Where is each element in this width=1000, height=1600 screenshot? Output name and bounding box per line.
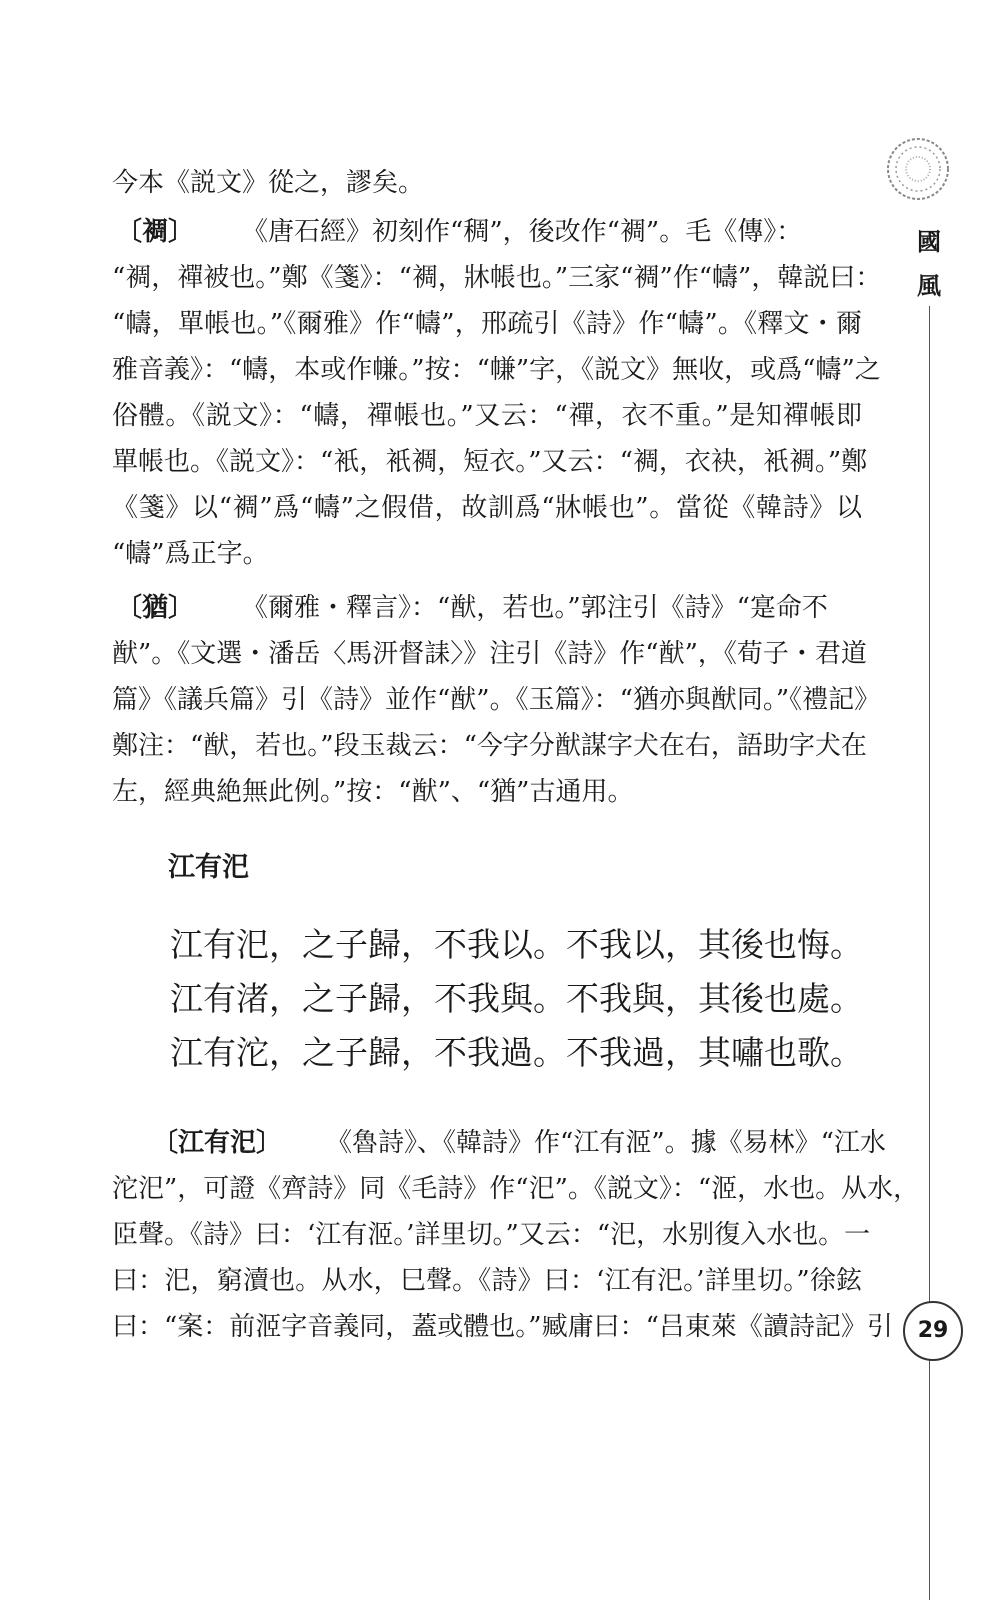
text-line: 《爾雅・釋言》：“猷，若也。”郭注引《詩》“寔命不 <box>242 593 828 623</box>
page-number: 29 <box>903 1301 963 1361</box>
poem-line: 江有渚，之子歸，不我與。不我與，其後也處。 <box>170 979 863 1018</box>
paragraph-continuation <box>112 160 862 206</box>
poem-line: 江有汜，之子歸，不我以。不我以，其後也悔。 <box>170 925 863 964</box>
text-line: 曰：汜，窮瀆也。从水，巳聲。《詩》曰：‘江有汜。’詳里切。”徐鉉 <box>112 1266 862 1296</box>
text-line: 雅音義》：“幬，本或作㡘。”按：“㡘”字，《説文》無收，或爲“幬”之 <box>112 355 881 385</box>
text-line: 《魯詩》、《韓詩》作“江有洍”。據《易林》“江水 <box>326 1128 886 1158</box>
text-line: 單帳也。《説文》：“衹，衹裯，短衣。”又云：“裯，衣袂，衹裯。”鄭 <box>112 447 868 477</box>
entry-you <box>112 585 881 815</box>
poem-text <box>170 918 863 1080</box>
text-line: 篇》《議兵篇》引《詩》並作“猷”。《玉篇》：“猶亦與猷同。”《禮記》 <box>112 685 881 715</box>
poem-line: 江有沱，之子歸，不我過。不我過，其嘯也歌。 <box>170 1033 863 1072</box>
text-line: 曰：“案：前洍字音義同，蓋或體也。”臧庸曰：“吕東萊《讀詩記》引 <box>112 1312 893 1342</box>
text-line: 今本《説文》從之，謬矣。 <box>112 168 425 198</box>
entry-jiang-you-si <box>112 1120 920 1350</box>
text-line: “幬，單帳也。”《爾雅》作“幬”，邢疏引《詩》作“幬”。《釋文・爾 <box>112 309 862 339</box>
text-line: 猷”。《文選・潘岳〈馬汧督誄〉》注引《詩》作“猷”，《荀子・君道 <box>112 639 867 669</box>
text-line: “裯，禪被也。”鄭《箋》：“裯，牀帳也。”三家“裯”作“幬”，韓説曰： <box>112 263 882 293</box>
text-line: 左，經典絶無此例。”按：“猷”、“猶”古通用。 <box>112 777 634 807</box>
text-line: 𦣝聲。《詩》曰：‘江有洍。’詳里切。”又云：“汜，水别復入水也。一 <box>112 1220 871 1250</box>
text-line: “幬”爲正字。 <box>112 539 269 569</box>
text-line: 鄭注：“猷，若也。”段玉裁云：“今字分猷謀字犬在右，語助字犬在 <box>112 731 867 761</box>
text-line: 俗體。《説文》：“幬，禪帳也。”又云：“禪，衣不重。”是知禪帳即 <box>112 401 862 431</box>
entry-term: 〔江有汜 •〕 <box>152 1128 282 1158</box>
side-title-char-1: 國 <box>917 227 941 256</box>
text-line: 沱汜”，可證《齊詩》同《毛詩》作“汜”。《説文》：“洍，水也。从水， <box>112 1174 920 1204</box>
text-line: 《唐石經》初刻作“稠”，後改作“裯”。毛《傳》： <box>242 217 803 247</box>
entry-term: 〔猶 •〕 <box>116 593 194 623</box>
side-title-char-2: 風 <box>917 271 941 300</box>
entry-chou <box>112 209 882 577</box>
text-line: 《箋》以“裯”爲“幬”之假借，故訓爲“牀帳也”。當從《韓詩》以 <box>112 493 862 523</box>
side-divider <box>929 306 930 1600</box>
entry-term: 〔裯 •〕 <box>116 217 194 247</box>
seal-ornament-icon <box>884 135 952 203</box>
poem-title: 江有汜 <box>168 852 249 883</box>
